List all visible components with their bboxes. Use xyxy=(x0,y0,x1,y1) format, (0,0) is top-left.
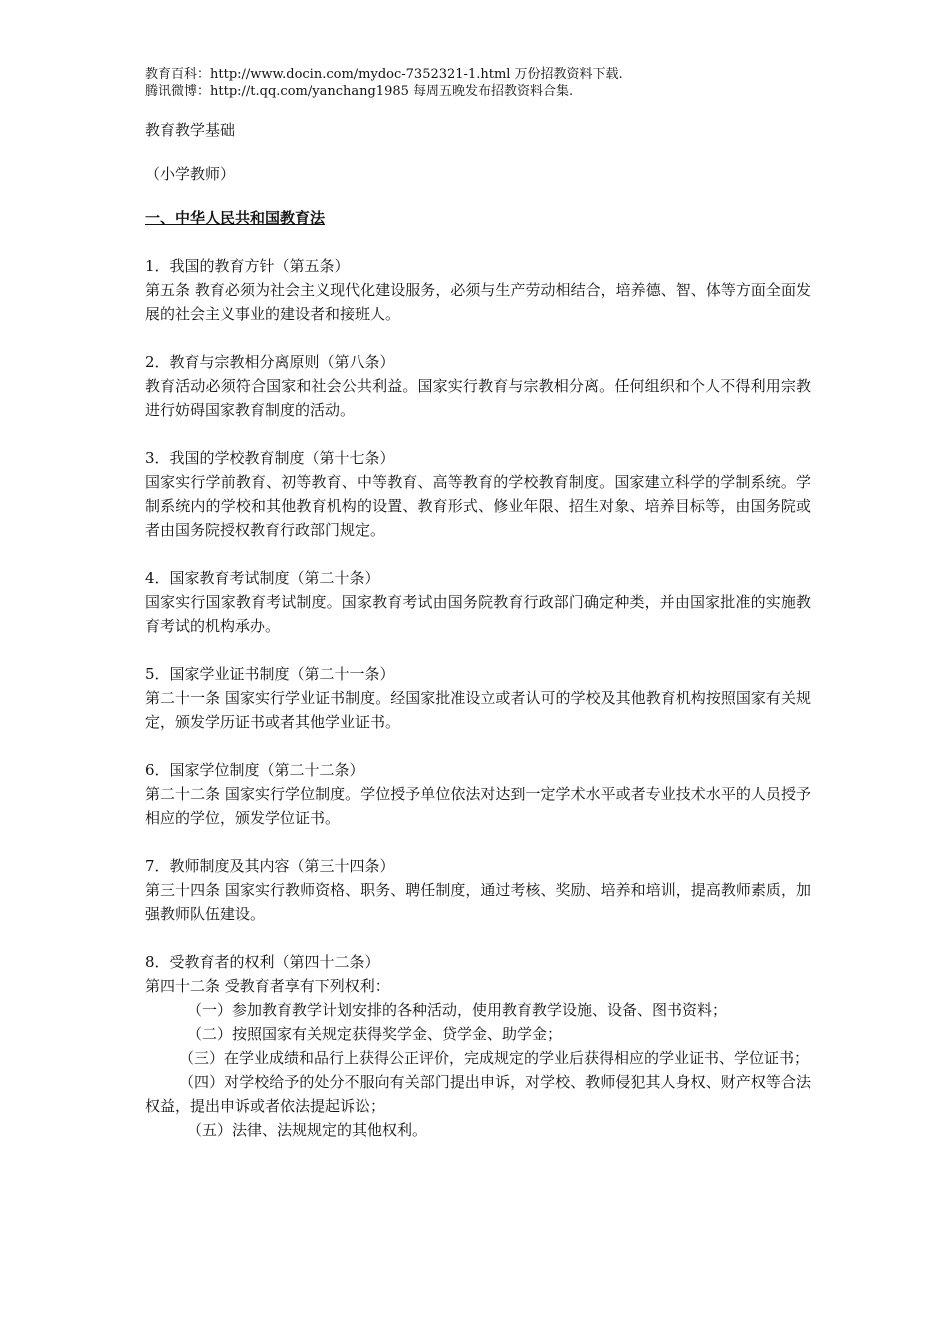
header-line-weibo: 腾讯微博：http://t.qq.com/yanchang1985 每周五晚发布招教资料合集. xyxy=(145,84,574,99)
article-3 xyxy=(145,446,811,542)
article-body: 第二十一条 国家实行学业证书制度。经国家批准设立或者认可的学校及其他教育机构按照国家有关规定，颁发学历证书或者其他学业证书。 xyxy=(145,689,811,731)
document-subtitle: （小学教师） xyxy=(145,165,236,183)
article-title: 2．教育与宗教相分离原则（第八条） xyxy=(145,353,395,371)
page-header xyxy=(145,66,811,100)
right-item-3: （三）在学业成绩和品行上获得公正评价，完成规定的学业后获得相应的学业证书、学位证书； xyxy=(179,1049,810,1067)
article-intro: 第四十二条 受教育者享有下列权利： xyxy=(145,977,390,995)
article-title: 7．教师制度及其内容（第三十四条） xyxy=(145,857,395,875)
article-4 xyxy=(145,566,811,638)
article-title: 8．受教育者的权利（第四十二条） xyxy=(145,953,380,971)
article-title: 6．国家学位制度（第二十二条） xyxy=(145,761,365,779)
document-page xyxy=(145,66,811,1166)
article-body: 国家实行学前教育、初等教育、中等教育、高等教育的学校教育制度。国家建立科学的学制系统。学制系统内的学校和其他教育机构的设置、教育形式、修业年限、招生对象、培养目标等，由国务院或者由国务院授权教育行政部门规定。 xyxy=(145,473,811,539)
article-title: 4．国家教育考试制度（第二十条） xyxy=(145,569,380,587)
article-body: 第三十四条 国家实行教师资格、职务、聘任制度，通过考核、奖励、培养和培训，提高教师素质，加强教师队伍建设。 xyxy=(145,881,811,923)
right-item-2: （二）按照国家有关规定获得奖学金、贷学金、助学金； xyxy=(187,1025,563,1043)
section-heading: 一、中华人民共和国教育法 xyxy=(145,209,326,227)
article-body: 第二十二条 国家实行学位制度。学位授予单位依法对达到一定学术水平或者专业技术水平的人员授予相应的学位，颁发学位证书。 xyxy=(145,785,811,827)
article-2 xyxy=(145,350,811,422)
header-line-baike: 教育百科：http://www.docin.com/mydoc-7352321-1.html 万份招教资料下载. xyxy=(145,67,623,82)
article-7 xyxy=(145,854,811,926)
right-item-4: （四）对学校给予的处分不服向有关部门提出申诉，对学校、教师侵犯其人身权、财产权等合法权益，提出申诉或者依法提起诉讼； xyxy=(145,1073,811,1115)
article-1 xyxy=(145,254,811,326)
article-title: 3．我国的学校教育制度（第十七条） xyxy=(145,449,395,467)
right-item-5: （五）法律、法规规定的其他权利。 xyxy=(187,1121,428,1139)
article-6 xyxy=(145,758,811,830)
article-body: 国家实行国家教育考试制度。国家教育考试由国务院教育行政部门确定种类，并由国家批准的实施教育考试的机构承办。 xyxy=(145,593,811,635)
article-body: 教育活动必须符合国家和社会公共利益。国家实行教育与宗教相分离。任何组织和个人不得利用宗教进行妨碍国家教育制度的活动。 xyxy=(145,377,811,419)
article-title: 1．我国的教育方针（第五条） xyxy=(145,257,350,275)
article-8 xyxy=(145,950,811,1142)
article-body: 第五条 教育必须为社会主义现代化建设服务，必须与生产劳动相结合，培养德、智、体等方面全面发展的社会主义事业的建设者和接班人。 xyxy=(145,281,811,323)
document-title: 教育教学基础 xyxy=(145,121,236,139)
right-item-1: （一）参加教育教学计划安排的各种活动，使用教育教学设施、设备、图书资料； xyxy=(187,1001,728,1019)
article-title: 5．国家学业证书制度（第二十一条） xyxy=(145,665,395,683)
article-5 xyxy=(145,662,811,734)
